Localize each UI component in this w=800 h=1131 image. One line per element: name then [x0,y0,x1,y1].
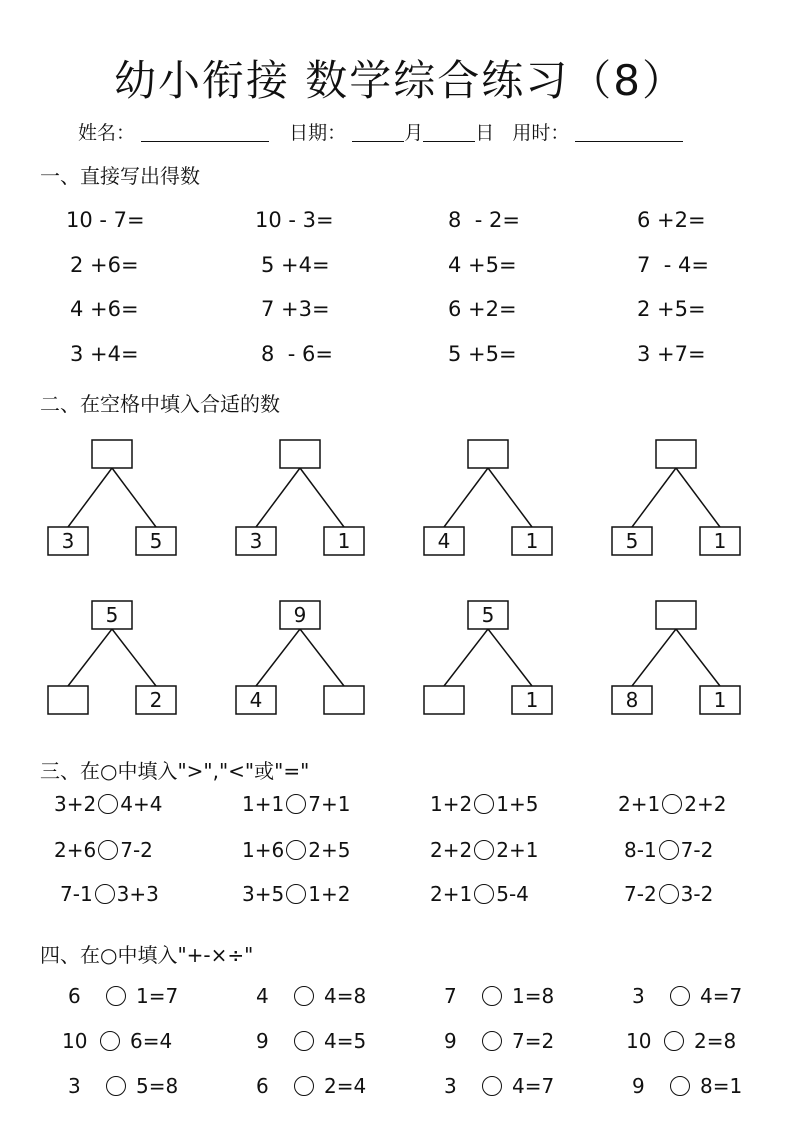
blank-circle-icon[interactable] [95,884,115,904]
compare-item [618,792,726,816]
page-title: 幼小衔接 数学综合练习（8） [113,56,687,105]
compare-right: 2+1 [496,838,539,862]
operand-a: 3 [68,1074,81,1098]
calc-item[interactable]: 10 - 7= [66,208,145,232]
operator-item [68,1074,178,1098]
blank-circle-icon[interactable] [659,840,679,860]
compare-right: 7+1 [308,792,351,816]
calc-item[interactable]: 5 +5= [448,342,517,366]
operand-a: 4 [256,984,269,1008]
tree-left-value: 8 [625,688,639,712]
tree-left-value: 5 [625,529,639,553]
blank-circle-icon[interactable] [294,986,314,1006]
tree-top-box[interactable] [656,440,696,468]
calc-item[interactable]: 6 +2= [448,297,517,321]
blank-circle-icon[interactable] [482,1031,502,1051]
section-2-heading: 二、在空格中填入合适的数 [40,392,280,416]
operand-a: 9 [256,1029,269,1053]
compare-item [60,882,159,906]
calc-item[interactable]: 4 +6= [70,297,139,321]
blank-circle-icon[interactable] [294,1031,314,1051]
compare-left: 2+6 [54,838,97,862]
calc-item[interactable]: 2 +5= [637,297,706,321]
month-label: 月 [404,122,424,144]
compare-right: 3-2 [680,882,714,906]
blank-circle-icon[interactable] [286,794,306,814]
operand-b: 2=4 [324,1074,367,1098]
compare-item [54,792,162,816]
blank-circle-icon[interactable] [286,884,306,904]
blank-circle-icon[interactable] [98,840,118,860]
operand-b: 1=7 [136,984,179,1008]
tree-top-box[interactable] [280,440,320,468]
tree-right-value: 1 [525,688,539,712]
blank-circle-icon[interactable] [294,1076,314,1096]
blank-circle-icon[interactable] [670,986,690,1006]
compare-item [54,838,153,862]
tree-left-value: 3 [61,529,75,553]
operator-item [256,1029,366,1053]
operand-a: 3 [632,984,645,1008]
name-label: 姓名： [78,122,136,144]
tree-right-value: 1 [525,529,539,553]
compare-right: 1+2 [308,882,351,906]
operand-a: 9 [632,1074,645,1098]
compare-left: 7-1 [60,882,93,906]
section-4-heading: 四、在○中填入"+-×÷" [40,943,254,967]
tree-top-value: 9 [293,603,307,627]
blank-circle-icon[interactable] [100,1031,120,1051]
compare-item [242,882,350,906]
operand-b: 2=8 [694,1029,737,1053]
blank-circle-icon[interactable] [286,840,306,860]
operand-b: 6=4 [130,1029,173,1053]
operator-item [444,1074,554,1098]
blank-circle-icon[interactable] [98,794,118,814]
operand-b: 4=7 [700,984,743,1008]
compare-left: 3+5 [242,882,285,906]
compare-item [430,792,538,816]
compare-left: 3+2 [54,792,97,816]
section-1-heading: 一、直接写出得数 [40,164,200,188]
blank-circle-icon[interactable] [482,986,502,1006]
tree-right-value: 1 [337,529,351,553]
tree-right-box[interactable] [324,686,364,714]
compare-left: 2+2 [430,838,473,862]
operator-item [256,1074,366,1098]
compare-item [624,882,713,906]
tree-right-value: 1 [713,688,727,712]
blank-circle-icon[interactable] [106,1076,126,1096]
compare-item [242,838,350,862]
calc-item[interactable]: 6 +2= [637,208,706,232]
tree-right-value: 5 [149,529,163,553]
tree-top-box[interactable] [656,601,696,629]
day-label: 日 [475,122,495,144]
tree-left-value: 4 [249,688,263,712]
tree-left-value: 4 [437,529,451,553]
operand-a: 3 [444,1074,457,1098]
tree-left-box[interactable] [424,686,464,714]
compare-left: 7-2 [624,882,657,906]
compare-left: 2+1 [618,792,661,816]
compare-right: 5-4 [496,882,529,906]
operator-item [632,1074,742,1098]
section-3-heading: 三、在○中填入">","<"或"=" [40,759,310,783]
tree-left-box[interactable] [48,686,88,714]
tree-right-value: 1 [713,529,727,553]
compare-item [242,792,350,816]
tree-top-box[interactable] [468,440,508,468]
calc-item[interactable]: 3 +7= [637,342,706,366]
operator-item [626,1029,736,1053]
blank-circle-icon[interactable] [106,986,126,1006]
compare-left: 2+1 [430,882,473,906]
compare-left: 1+6 [242,838,285,862]
blank-circle-icon[interactable] [659,884,679,904]
calc-item[interactable]: 8 - 6= [261,342,333,366]
operand-a: 7 [444,984,457,1008]
calc-item[interactable]: 2 +6= [70,253,139,277]
operand-b: 7=2 [512,1029,555,1053]
blank-circle-icon[interactable] [662,794,682,814]
operator-item [62,1029,172,1053]
tree-right-value: 2 [149,688,163,712]
tree-top-value: 5 [105,603,119,627]
compare-item [430,838,538,862]
compare-right: 3+3 [116,882,159,906]
compare-right: 2+2 [684,792,727,816]
operand-b: 4=5 [324,1029,367,1053]
compare-right: 1+5 [496,792,539,816]
compare-right: 7-2 [120,838,153,862]
operator-item [444,984,554,1008]
calc-item[interactable]: 8 - 2= [448,208,520,232]
compare-right: 4+4 [120,792,163,816]
tree-top-box[interactable] [92,440,132,468]
calc-item[interactable]: 10 - 3= [255,208,334,232]
blank-circle-icon[interactable] [482,1076,502,1096]
operator-item [444,1029,554,1053]
operand-a: 6 [68,984,81,1008]
operator-item [632,984,742,1008]
blank-circle-icon[interactable] [670,1076,690,1096]
blank-circle-icon[interactable] [474,794,494,814]
compare-right: 2+5 [308,838,351,862]
operand-a: 9 [444,1029,457,1053]
date-label: 日期： [289,122,347,144]
operand-b: 4=7 [512,1074,555,1098]
calc-item[interactable]: 4 +5= [448,253,517,277]
tree-left-value: 3 [249,529,263,553]
operand-b: 4=8 [324,984,367,1008]
calc-item[interactable]: 7 - 4= [637,253,709,277]
compare-left: 1+2 [430,792,473,816]
compare-left: 8-1 [624,838,657,862]
operand-a: 10 [626,1029,652,1053]
operand-b: 8=1 [700,1074,743,1098]
blank-circle-icon[interactable] [474,884,494,904]
time-label: 用时： [512,122,570,144]
blank-circle-icon[interactable] [664,1031,684,1051]
compare-right: 7-2 [680,838,714,862]
compare-item [624,838,713,862]
compare-left: 1+1 [242,792,285,816]
compare-item [430,882,529,906]
blank-circle-icon[interactable] [474,840,494,860]
operator-item [68,984,178,1008]
operand-a: 6 [256,1074,269,1098]
calc-item[interactable]: 3 +4= [70,342,139,366]
operand-b: 5=8 [136,1074,179,1098]
operand-b: 1=8 [512,984,555,1008]
operator-item [256,984,366,1008]
calc-item[interactable]: 5 +4= [261,253,330,277]
calc-item[interactable]: 7 +3= [261,297,330,321]
operand-a: 10 [62,1029,88,1053]
tree-top-value: 5 [481,603,495,627]
